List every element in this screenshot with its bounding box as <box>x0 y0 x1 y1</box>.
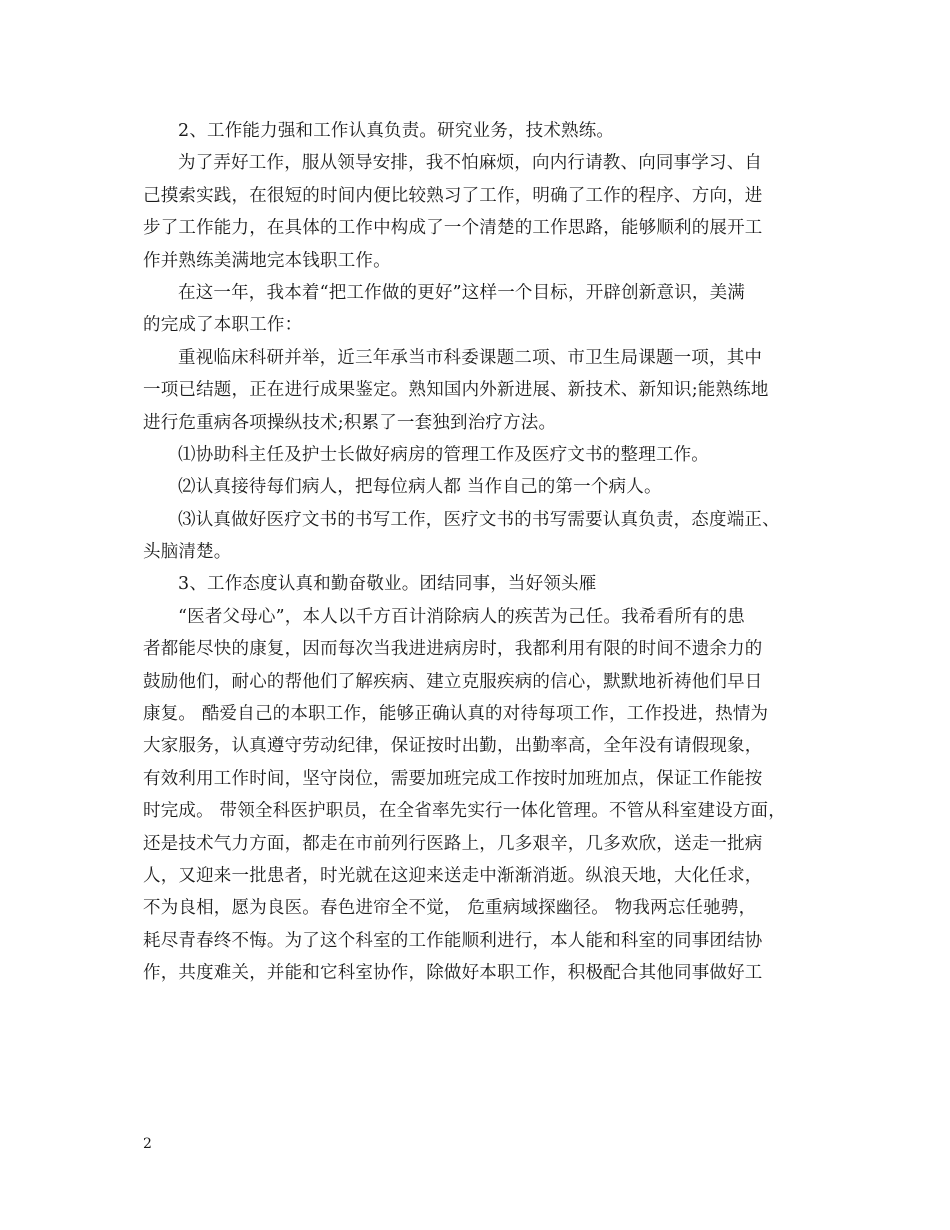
text-line: 者都能尽快的康复，因而每次当我进进病房时，我都利用有限的时间不遗余力的 <box>143 639 763 660</box>
text-line: 头脑清楚。 <box>143 542 232 563</box>
text-line: 一项已结题，正在进行成果鉴定。熟知国内外新进展、新技术、新知识;能熟练地 <box>143 380 769 401</box>
text-line: 2、工作能力强和工作认真负责。研究业务，技术熟练。 <box>178 121 615 141</box>
text-line: 进行危重病各项操纵技术;积累了一套独到治疗方法。 <box>143 412 557 433</box>
text-line: 的完成了本职工作： <box>143 315 303 336</box>
text-line: 人，又迎来一批患者，时光就在这迎来送走中渐渐消逝。纵浪天地，大化任求， <box>143 865 763 886</box>
text-line: 康复。 酷爱自己的本职工作，能够正确认真的对待每项工作，工作投进，热情为 <box>143 704 769 725</box>
text-line: 鼓励他们，耐心的帮他们了解疾病、建立克服疾病的信心，默默地祈祷他们早日 <box>143 671 763 692</box>
text-line: 重视临床科研并举，近三年承当市科委课题二项、市卫生局课题一项，其中 <box>178 347 763 368</box>
text-line: 作，共度难关，并能和它科室协作，除做好本职工作，积极配合其他同事做好工 <box>143 963 763 984</box>
text-line: ⑶认真做好医疗文书的书写工作，医疗文书的书写需要认真负责，态度端正、 <box>178 509 780 530</box>
text-line: 在这一年，我本着“把工作做的更好”这样一个目标，开辟创新意识，美满 <box>178 282 745 303</box>
text-line: 耗尽青春终不悔。为了这个科室的工作能顺利进行，本人能和科室的同事团结协 <box>143 930 763 951</box>
text-line: 己摸索实践，在很短的时间内便比较熟习了工作，明确了工作的程序、方向，进 <box>143 185 763 206</box>
text-line: 有效利用工作时间，坚守岗位，需要加班完成工作按时加班加点，保证工作能按 <box>143 768 763 789</box>
text-line: 还是技术气力方面，都走在市前列行医路上，几多艰辛，几多欢欣，送走一批病 <box>143 833 763 854</box>
text-line: ⑴协助科主任及护士长做好病房的管理工作及医疗文书的整理工作。 <box>178 444 709 465</box>
text-line: 时完成。 带领全科医护职员，在全省率先实行一体化管理。不管从科室建设方面， <box>143 801 786 822</box>
text-line: ⑵认真接待每们病人，把每位病人都 当作自己的第一个病人。 <box>178 477 662 498</box>
text-line: 作并熟练美满地完本钱职工作。 <box>143 250 391 271</box>
text-line: 不为良相，愿为良医。春色进帘全不觉， 危重病域探幽径。 物我两忘任驰骋， <box>143 898 757 919</box>
text-line: 大家服务，认真遵守劳动纪律，保证按时出勤，出勤率高，全年没有请假现象， <box>143 736 763 757</box>
text-line: 步了工作能力，在具体的工作中构成了一个清楚的工作思路，能够顺利的展开工 <box>143 218 763 239</box>
text-line: “医者父母心”，本人以千方百计消除病人的疾苦为己任。我希看所有的患 <box>178 606 745 627</box>
text-line: 3、工作态度认真和勤奋敬业。团结同事，当好领头雁 <box>178 574 597 595</box>
document-body <box>143 115 823 990</box>
text-line: 为了弄好工作，服从领导安排，我不怕麻烦，向内行请教、向同事学习、自 <box>178 153 763 174</box>
page-number: 2 <box>143 1136 152 1152</box>
